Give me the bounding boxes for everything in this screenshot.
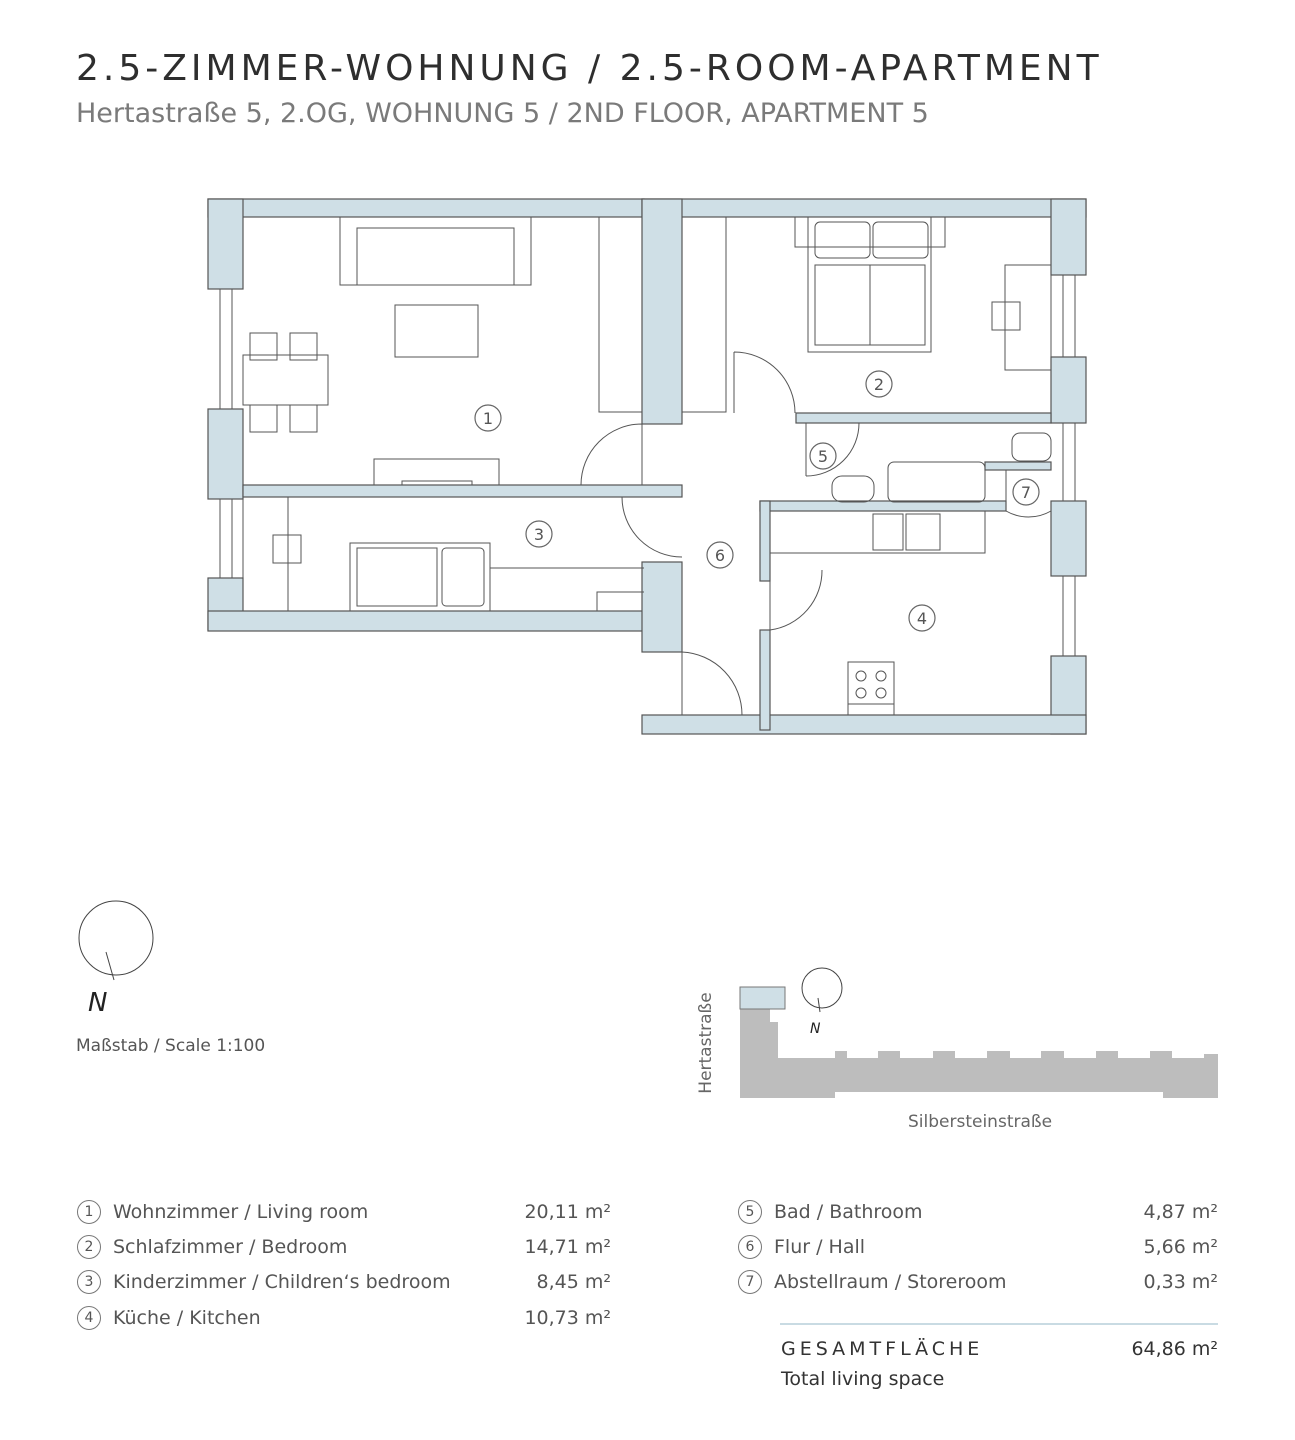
svg-text:5: 5	[817, 447, 829, 466]
room-number-4	[909, 605, 935, 631]
room-name: Kinderzimmer / Children‘s bedroom	[113, 1271, 451, 1293]
child-pillow	[442, 548, 484, 606]
chair	[290, 333, 317, 360]
room-area: 14,71 m²	[524, 1236, 611, 1258]
wall-store	[985, 462, 1051, 470]
child-wardrobe	[243, 497, 288, 611]
desk-chair	[992, 302, 1020, 330]
wall-top-left	[208, 199, 644, 217]
room-number-2	[866, 371, 892, 397]
wall-kitchen-left	[760, 501, 770, 581]
child-blanket	[357, 548, 437, 606]
tv	[402, 481, 472, 485]
room-area: 10,73 m²	[524, 1307, 611, 1329]
room-badge: 1	[77, 1200, 101, 1224]
pillow	[873, 222, 928, 258]
room-badge: 5	[738, 1200, 762, 1224]
pillow	[815, 222, 870, 258]
room-name: Schlafzimmer / Bedroom	[113, 1236, 348, 1258]
wall-bedroom-bath	[796, 413, 1051, 423]
room-row	[77, 1234, 347, 1260]
total-separator	[780, 1323, 1218, 1325]
room-row	[77, 1305, 261, 1331]
hob	[856, 688, 866, 698]
room-badge: 2	[77, 1235, 101, 1259]
hob	[856, 671, 866, 681]
room-name: Wohnzimmer / Living room	[113, 1201, 369, 1223]
svg-text:2: 2	[873, 375, 885, 394]
wall-left-upper	[208, 199, 243, 289]
svg-text:3: 3	[533, 525, 545, 544]
kitchen-counter-bottom	[848, 704, 894, 715]
door-kitchen	[770, 570, 822, 630]
toilet	[1012, 433, 1051, 461]
room-number-3	[526, 521, 552, 547]
wall-right-mid	[1051, 501, 1086, 576]
room-badge: 7	[738, 1270, 762, 1294]
svg-text:7: 7	[1020, 483, 1032, 502]
room-area: 0,33 m²	[1143, 1271, 1218, 1293]
washbasin	[832, 476, 874, 502]
hob	[876, 688, 886, 698]
hob	[876, 671, 886, 681]
wall-center-lower	[642, 562, 682, 652]
wall-left-mid	[208, 409, 243, 499]
total-sublabel: Total living space	[781, 1368, 945, 1390]
total-value: 64,86 m²	[1131, 1338, 1218, 1360]
room-row	[738, 1234, 865, 1260]
page-title: 2.5-ZIMMER-WOHNUNG / 2.5-ROOM-APARTMENT	[76, 48, 1103, 89]
sink	[873, 514, 903, 550]
room-row	[738, 1269, 1007, 1295]
wall-bottom-right	[642, 715, 1086, 734]
sofa-seat	[357, 228, 514, 285]
room-name: Flur / Hall	[774, 1236, 866, 1258]
svg-text:1: 1	[482, 409, 494, 428]
site-building-highlight	[740, 987, 785, 1009]
room-area: 4,87 m²	[1143, 1201, 1218, 1223]
room-name: Bad / Bathroom	[774, 1201, 923, 1223]
closet	[682, 217, 726, 412]
desk	[1005, 265, 1051, 370]
room-area: 5,66 m²	[1143, 1236, 1218, 1258]
wall-center-upper	[642, 199, 682, 424]
room-area: 8,45 m²	[536, 1271, 611, 1293]
room-area: 20,11 m²	[524, 1201, 611, 1223]
wall-bottom-left	[208, 611, 644, 631]
wall-living-children	[243, 485, 682, 497]
chair	[250, 405, 277, 432]
room-number-5	[810, 443, 836, 469]
wall-right-upper	[1051, 357, 1086, 423]
door-entrance	[682, 652, 742, 715]
door-bedroom	[734, 352, 795, 413]
room-row	[738, 1199, 923, 1225]
site-plan	[740, 968, 1218, 1098]
room-name: Abstellraum / Storeroom	[774, 1271, 1007, 1293]
wall-kitchen-left-lower	[760, 630, 770, 730]
sink-drainer	[906, 514, 940, 550]
chair	[290, 405, 317, 432]
street-label-horizontal: Silbersteinstraße	[908, 1112, 1053, 1132]
north-arrow-icon	[79, 901, 153, 980]
svg-text:4: 4	[916, 609, 928, 628]
stove	[848, 662, 894, 704]
kitchen-counter	[770, 511, 985, 553]
wall-right-top	[1051, 199, 1086, 275]
street-vertical-text: Hertastraße	[696, 992, 716, 1094]
sofa	[340, 217, 531, 285]
child-chair	[273, 535, 301, 563]
room-number-7	[1013, 479, 1039, 505]
room-number-1	[475, 405, 501, 431]
room-badge: 3	[77, 1270, 101, 1294]
bathtub	[888, 462, 985, 502]
room-row	[77, 1199, 368, 1225]
total-label: GESAMTFLÄCHE	[781, 1338, 984, 1360]
room-badge: 4	[77, 1306, 101, 1330]
coffee-table	[395, 305, 478, 357]
north-letter: N	[88, 988, 108, 1018]
wall-top-right	[642, 199, 1086, 217]
page-subtitle: Hertastraße 5, 2.OG, WOHNUNG 5 / 2ND FLOOR, APARTMENT 5	[76, 98, 929, 129]
child-bed	[350, 543, 490, 611]
chair	[250, 333, 277, 360]
room-badge: 6	[738, 1235, 762, 1259]
room-row	[77, 1269, 451, 1295]
svg-text:6: 6	[714, 546, 726, 565]
site-north-letter: N	[810, 1021, 821, 1037]
wardrobe	[599, 217, 642, 412]
door-children	[622, 497, 682, 557]
room-number-6	[707, 542, 733, 568]
scale-label: Maßstab / Scale 1:100	[76, 1036, 266, 1056]
site-north-icon	[802, 968, 842, 1012]
room-name: Küche / Kitchen	[113, 1307, 261, 1329]
child-room-notch	[490, 568, 644, 611]
door-living	[581, 424, 642, 485]
dining-table	[243, 355, 328, 405]
